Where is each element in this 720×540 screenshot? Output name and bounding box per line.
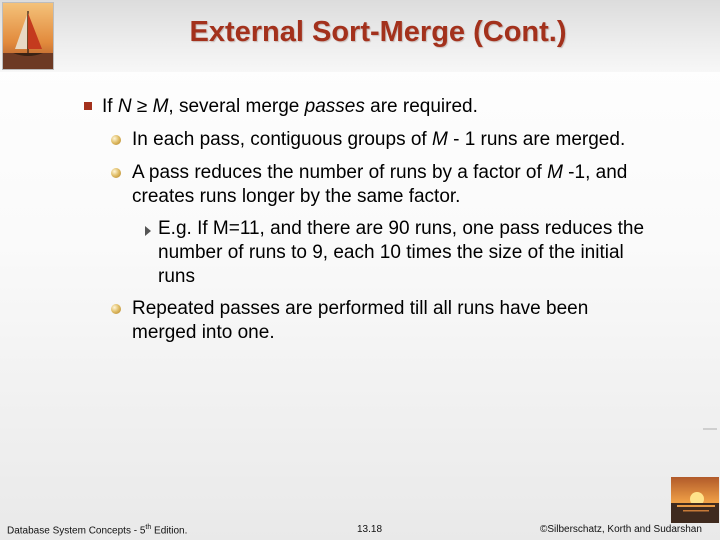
var-m: M: [431, 129, 448, 150]
passes-term: passes: [304, 96, 365, 117]
text-pre: In each pass, contiguous groups of: [132, 129, 432, 150]
text-post: - 1 runs are merged.: [447, 129, 626, 150]
bullet-level2-c: Repeated passes are performed till all runs have been merged into one.: [132, 298, 589, 343]
text-suffix: are required.: [364, 96, 478, 117]
dot-bullet: [111, 168, 121, 178]
footer-left-post: Edition.: [151, 525, 188, 537]
var-m: M: [152, 96, 169, 117]
footer-page-number: 13.18: [357, 524, 383, 535]
footer-right: ©Silberschatz, Korth and Sudarshan: [540, 524, 702, 535]
footer-left-pre: Database System Concepts - 5: [7, 525, 146, 537]
bullet-level3-text: E.g. If M=11, and there are 90 runs, one pass reduces the number of runs to 9, each 10 times the size of the initial runs: [158, 218, 645, 287]
footer-left-sup: th: [145, 524, 152, 531]
bullet-level2-b: [132, 161, 672, 209]
bullet-level2-a: [132, 128, 692, 152]
text-post: -1, and creates runs longer by the same factor.: [132, 162, 628, 207]
slide-title: External Sort-Merge (Cont.): [189, 16, 567, 48]
var-m: M: [547, 162, 563, 183]
edge-mark: [703, 428, 717, 430]
square-bullet: [84, 102, 92, 110]
footer-left: [7, 524, 187, 536]
dot-bullet: [111, 304, 121, 314]
var-n: N: [117, 96, 132, 117]
text-mid: , several merge: [168, 96, 305, 117]
dot-bullet: [111, 135, 121, 145]
bullet-level1-text: [102, 95, 478, 119]
sunset-logo: [671, 477, 719, 523]
text-prefix: If: [102, 96, 118, 117]
geq-symbol: ≥: [136, 96, 148, 117]
text-pre: A pass reduces the number of runs by a factor of: [132, 162, 548, 183]
arrow-bullet-icon: [145, 226, 151, 236]
